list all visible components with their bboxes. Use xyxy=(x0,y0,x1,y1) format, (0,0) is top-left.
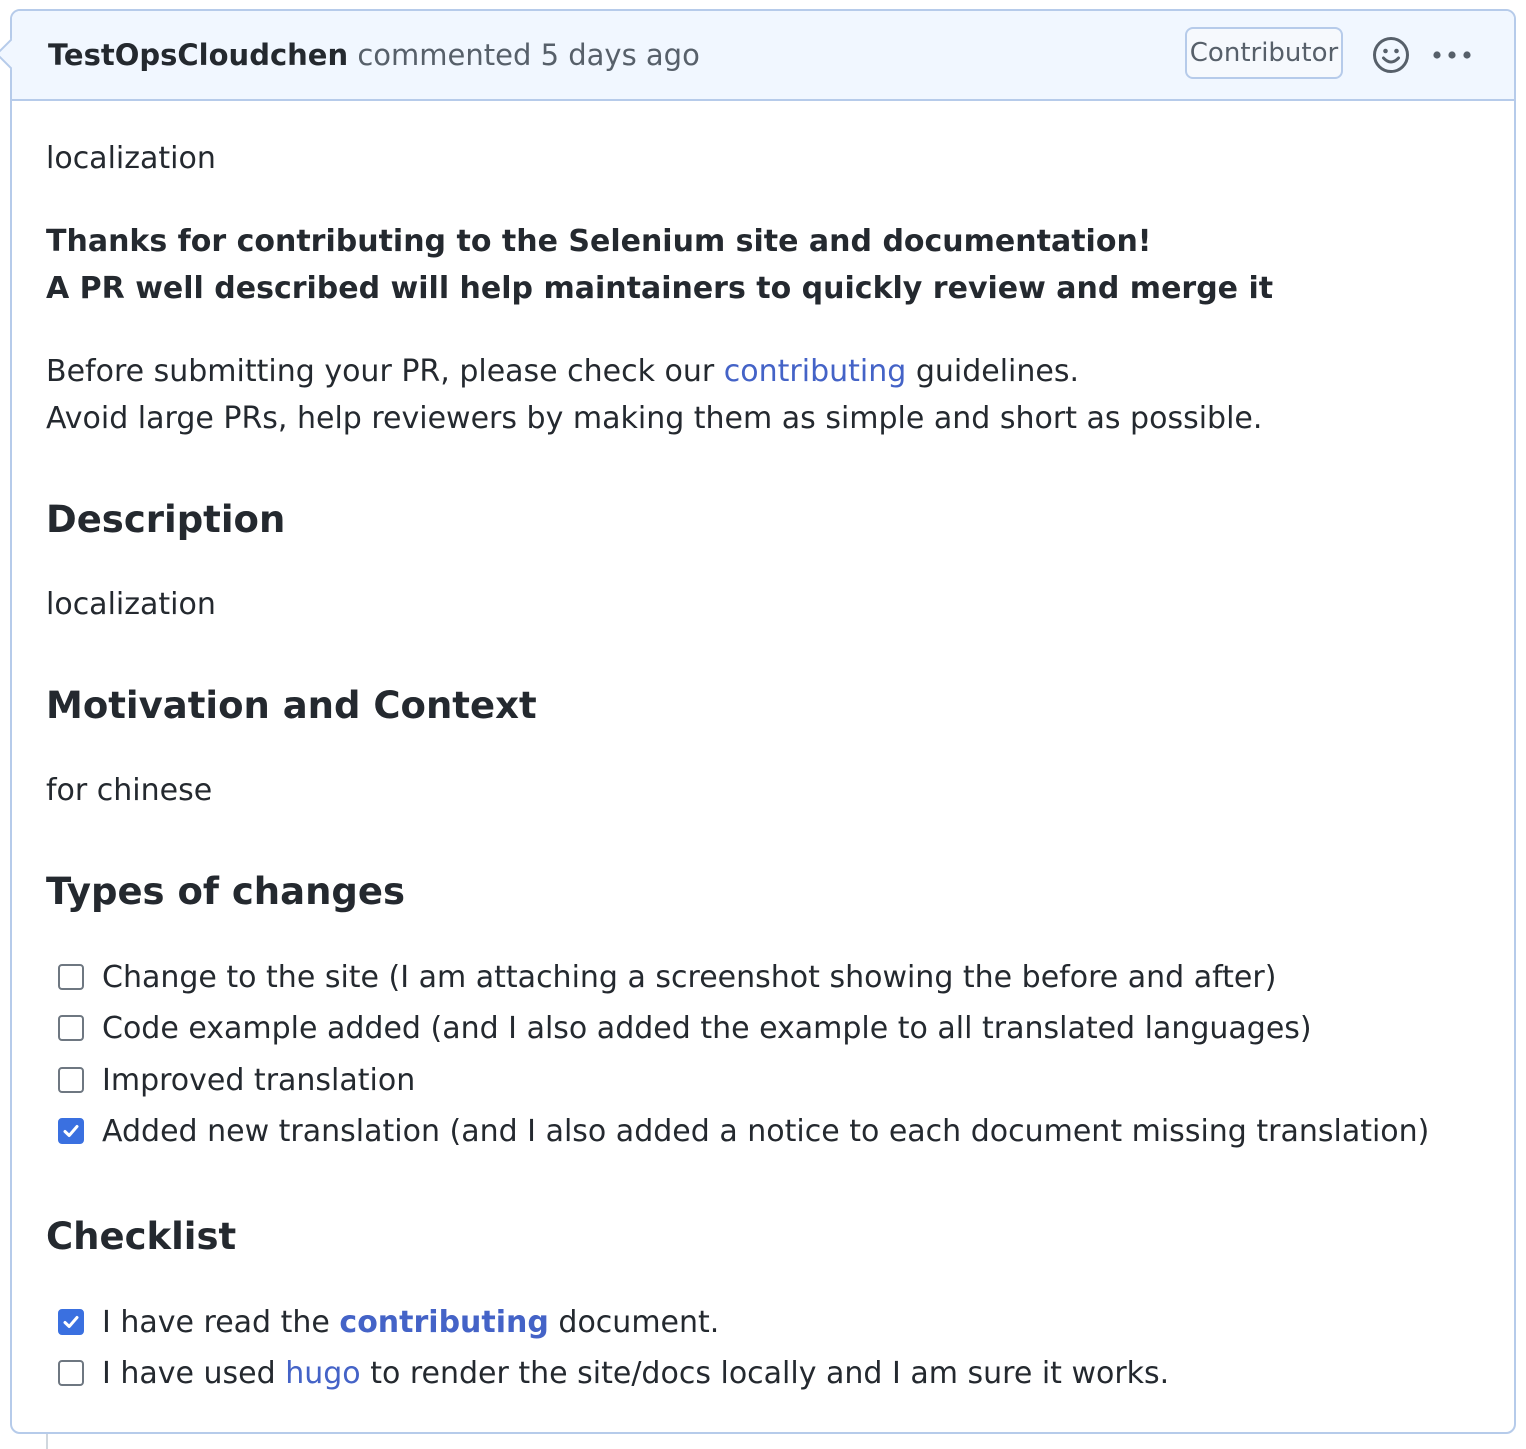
types-heading: Types of changes xyxy=(46,870,406,913)
task-label: Added new translation (and I also added a notice to each document missing translation) xyxy=(102,1114,1430,1149)
motivation-heading: Motivation and Context xyxy=(46,684,537,727)
thanks-line-1: Thanks for contributing to the Selenium site and documentation! xyxy=(46,224,1152,259)
contributing-guidelines-link[interactable]: contributing xyxy=(723,354,907,389)
checklist-checkbox[interactable] xyxy=(58,1360,84,1386)
comment-container xyxy=(10,9,1516,1434)
checklist-suffix: document. xyxy=(548,1305,720,1340)
comment-header-text xyxy=(48,37,700,73)
before-submitting-text xyxy=(46,348,1079,395)
kebab-horizontal-icon[interactable] xyxy=(1432,45,1472,65)
checklist-prefix: I have read the xyxy=(102,1305,340,1340)
smiley-icon[interactable] xyxy=(1372,36,1410,74)
task-checkbox[interactable] xyxy=(58,1067,84,1093)
author-link[interactable]: TestOpsCloudchen xyxy=(48,38,349,72)
task-label: Improved translation xyxy=(102,1063,416,1098)
task-checkbox[interactable] xyxy=(58,1015,84,1041)
task-checkbox-checked[interactable] xyxy=(58,1118,84,1144)
checklist-prefix: I have used xyxy=(102,1356,286,1391)
comment-header xyxy=(12,11,1514,101)
checklist-checkbox-checked[interactable] xyxy=(58,1309,84,1335)
motivation-text: for chinese xyxy=(46,773,213,808)
task-label: Change to the site (I am attaching a screenshot showing the before and after) xyxy=(102,960,1277,995)
description-text: localization xyxy=(46,587,216,622)
task-checkbox[interactable] xyxy=(58,964,84,990)
comment-timestamp[interactable]: 5 days ago xyxy=(540,38,700,72)
hugo-link[interactable]: hugo xyxy=(285,1356,361,1391)
thanks-line-2: A PR well described will help maintainers to quickly review and merge it xyxy=(46,271,1274,306)
task-label: Code example added (and I also added the example to all translated languages) xyxy=(102,1011,1312,1046)
check-icon xyxy=(62,1313,80,1331)
contributor-badge: Contributor xyxy=(1185,27,1343,79)
description-heading: Description xyxy=(46,498,286,541)
checklist-heading: Checklist xyxy=(46,1215,237,1258)
check-icon xyxy=(62,1122,80,1140)
comment-action: commented xyxy=(357,38,532,72)
intro-text: localization xyxy=(46,141,216,176)
checklist-suffix: to render the site/docs locally and I am sure it works. xyxy=(360,1356,1170,1391)
before-suffix: guidelines. xyxy=(906,354,1080,389)
before-prefix: Before submitting your PR, please check our xyxy=(46,354,724,389)
contributing-document-link[interactable]: contributing xyxy=(339,1305,549,1340)
timeline-rail xyxy=(46,1434,48,1449)
checklist-label xyxy=(102,1351,1169,1397)
checklist-label xyxy=(102,1300,719,1346)
avoid-large-prs-text: Avoid large PRs, help reviewers by making them as simple and short as possible. xyxy=(46,401,1263,436)
